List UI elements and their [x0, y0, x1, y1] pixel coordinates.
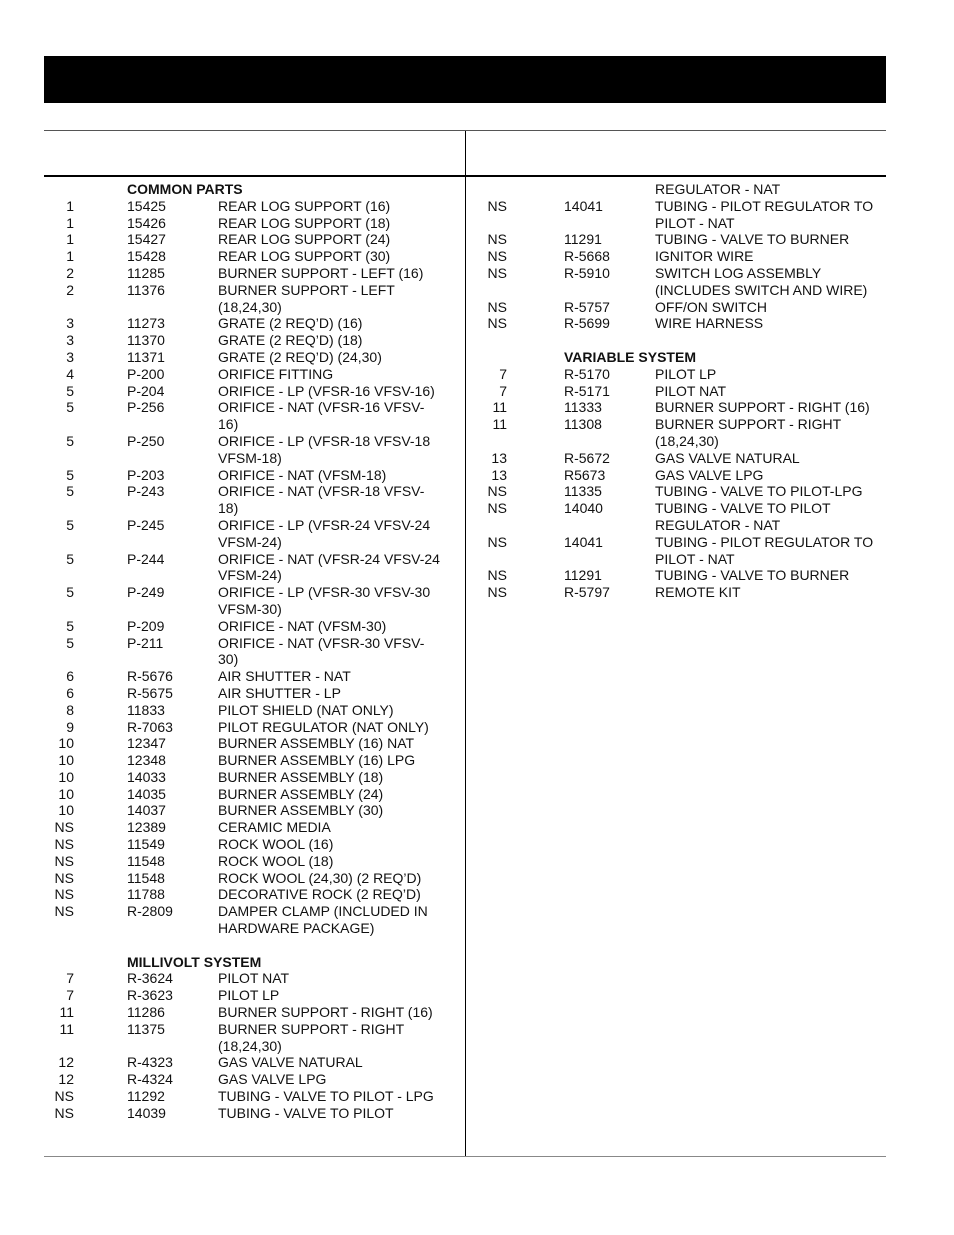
part-description: ORIFICE - NAT (VFSR-24 VFSV-24 VFSM-24)	[218, 550, 440, 584]
parts-row	[481, 383, 886, 400]
parts-row	[44, 215, 464, 232]
parts-row	[481, 534, 886, 568]
ref-number: 5	[66, 399, 74, 416]
ref-number: NS	[54, 1104, 74, 1121]
ref-number: NS	[487, 231, 507, 248]
parts-row	[44, 1054, 464, 1071]
parts-row	[44, 1088, 464, 1105]
part-description: GRATE (2 REQ’D) (24,30)	[218, 348, 382, 365]
part-description: BURNER ASSEMBLY (18)	[218, 768, 384, 785]
ref-number: 5	[66, 432, 74, 449]
parts-row	[44, 1105, 464, 1122]
ref-number: 10	[58, 768, 74, 785]
parts-row	[44, 366, 464, 383]
section-title: VARIABLE SYSTEM	[564, 348, 696, 365]
part-description: BURNER SUPPORT - RIGHT (16)	[218, 1004, 433, 1021]
part-number: R-5676	[127, 668, 173, 685]
parts-row	[44, 819, 464, 836]
ref-number: 3	[66, 315, 74, 332]
ref-number: NS	[487, 264, 507, 281]
parts-row	[44, 551, 464, 585]
parts-row	[44, 618, 464, 635]
ref-number: 7	[499, 365, 507, 382]
part-number: R-4323	[127, 1054, 173, 1071]
part-description: BURNER SUPPORT - RIGHT (16)	[655, 399, 870, 416]
part-number: R-5672	[564, 449, 610, 466]
part-description: OFF/ON SWITCH	[655, 298, 767, 315]
part-number: 11308	[564, 416, 602, 433]
parts-row	[44, 685, 464, 702]
parts-row	[44, 719, 464, 736]
ref-number: NS	[54, 852, 74, 869]
part-number: 14040	[564, 500, 603, 517]
part-description: TUBING - PILOT REGULATOR TO PILOT - NAT	[655, 533, 874, 567]
ref-number: NS	[487, 483, 507, 500]
ref-number: NS	[487, 533, 507, 550]
part-number: 11335	[564, 483, 602, 500]
part-description: ROCK WOOL (24,30) (2 REQ’D)	[218, 869, 422, 886]
part-number: P-204	[127, 382, 165, 399]
part-description: GAS VALVE LPG	[655, 466, 764, 483]
parts-row	[44, 282, 464, 316]
part-number: P-200	[127, 365, 165, 382]
part-number: 14039	[127, 1104, 166, 1121]
parts-row	[481, 584, 886, 601]
part-description: GRATE (2 REQ’D) (16)	[218, 315, 363, 332]
part-description: BURNER ASSEMBLY (16) LPG	[218, 752, 416, 769]
parts-list-left-column	[44, 181, 464, 1122]
ref-number: NS	[54, 886, 74, 903]
parts-row	[44, 886, 464, 903]
ref-number: 3	[66, 332, 74, 349]
ref-number: NS	[487, 248, 507, 265]
part-number: 11285	[127, 264, 165, 281]
part-description: TUBING - VALVE TO PILOT - LPG	[218, 1088, 434, 1105]
part-number: P-249	[127, 584, 165, 601]
part-description: ORIFICE - LP (VFSR-16 VFSV-16)	[218, 382, 435, 399]
part-number: 11549	[127, 836, 165, 853]
part-number: 11548	[127, 869, 165, 886]
part-description: ORIFICE - LP (VFSR-24 VFSV-24 VFSM-24)	[218, 516, 431, 550]
ref-number: 1	[66, 248, 74, 265]
ref-number: 5	[66, 584, 74, 601]
part-number: 11273	[127, 315, 165, 332]
ref-number: NS	[54, 819, 74, 836]
parts-row	[44, 483, 464, 517]
parts-row	[44, 702, 464, 719]
ref-number: 10	[58, 735, 74, 752]
part-number: P-245	[127, 516, 165, 533]
parts-row	[44, 399, 464, 433]
part-number: R-7063	[127, 718, 173, 735]
parts-row	[481, 567, 886, 584]
section-title: MILLIVOLT SYSTEM	[127, 953, 262, 970]
parts-row	[481, 198, 886, 232]
part-number: 11371	[127, 348, 165, 365]
parts-row	[44, 903, 464, 937]
parts-row	[44, 735, 464, 752]
parts-row	[44, 584, 464, 618]
ref-number: 9	[66, 718, 74, 735]
part-number: P-211	[127, 634, 164, 651]
part-number: R-5910	[564, 264, 610, 281]
parts-row	[44, 970, 464, 987]
parts-row	[44, 853, 464, 870]
parts-row	[44, 231, 464, 248]
part-number: 11291	[564, 567, 602, 584]
part-description: ORIFICE - NAT (VFSM-18)	[218, 466, 387, 483]
part-number: 15427	[127, 231, 166, 248]
part-number: 11291	[564, 231, 602, 248]
page-header-bar	[44, 56, 886, 103]
part-description: WIRE HARNESS	[655, 315, 764, 332]
table-bottom-rule	[44, 1156, 886, 1157]
parts-row	[481, 315, 886, 332]
part-number: R5673	[564, 466, 606, 483]
part-number: R-5171	[564, 382, 610, 399]
parts-row	[44, 517, 464, 551]
ref-number: 12	[58, 1071, 74, 1088]
part-number: 11788	[127, 886, 165, 903]
ref-number: 1	[66, 214, 74, 231]
part-description: PILOT LP	[218, 987, 280, 1004]
part-number: 11375	[127, 1020, 165, 1037]
part-description: REAR LOG SUPPORT (18)	[218, 214, 391, 231]
part-description: PILOT SHIELD (NAT ONLY)	[218, 701, 394, 718]
part-number: 14035	[127, 785, 166, 802]
part-description: PILOT REGULATOR (NAT ONLY)	[218, 718, 429, 735]
parts-row	[44, 433, 464, 467]
part-description: AIR SHUTTER - NAT	[218, 668, 351, 685]
parts-row	[44, 349, 464, 366]
part-number: P-244	[127, 550, 165, 567]
part-number: 11370	[127, 332, 165, 349]
parts-list-right-column	[481, 181, 886, 601]
part-description: ORIFICE - NAT (VFSR-30 VFSV- 30)	[218, 634, 425, 668]
parts-row	[44, 198, 464, 215]
parts-row	[44, 1071, 464, 1088]
part-number: R-4324	[127, 1071, 173, 1088]
part-number: 14037	[127, 802, 166, 819]
part-number: 15428	[127, 248, 166, 265]
parts-row	[481, 231, 886, 248]
part-description: TUBING - VALVE TO PILOT REGULATOR - NAT	[655, 500, 831, 533]
ref-number: 12	[58, 1054, 74, 1071]
part-description: REAR LOG SUPPORT (24)	[218, 231, 391, 248]
parts-row	[481, 467, 886, 484]
ref-number: NS	[487, 500, 507, 517]
part-number: R-5668	[564, 248, 610, 265]
ref-number: 5	[66, 617, 74, 634]
part-number: R-5797	[564, 584, 610, 601]
part-number: 15426	[127, 214, 166, 231]
part-number: R-5757	[564, 298, 610, 315]
part-number: 15425	[127, 197, 166, 214]
part-description: GAS VALVE LPG	[218, 1071, 327, 1088]
part-description: BURNER SUPPORT - LEFT (16)	[218, 264, 424, 281]
ref-number: 6	[66, 668, 74, 685]
part-description: DAMPER CLAMP (INCLUDED IN HARDWARE PACKAGE)	[218, 903, 428, 937]
ref-number: 11	[492, 399, 507, 416]
ref-number: 5	[66, 550, 74, 567]
section-spacer	[481, 332, 886, 349]
ref-number: 6	[66, 684, 74, 701]
ref-number: NS	[54, 869, 74, 886]
ref-number: 7	[66, 987, 74, 1004]
ref-number: 7	[66, 970, 74, 987]
part-description: REGULATOR - NAT	[655, 181, 781, 197]
part-description: DECORATIVE ROCK (2 REQ’D)	[218, 886, 421, 903]
part-description: BURNER ASSEMBLY (30)	[218, 802, 384, 819]
part-number: 12348	[127, 752, 166, 769]
parts-row	[44, 786, 464, 803]
ref-number: 11	[492, 416, 507, 433]
parts-row	[44, 668, 464, 685]
parts-row	[481, 399, 886, 416]
part-number: P-203	[127, 466, 165, 483]
ref-number: 5	[66, 483, 74, 500]
section-spacer	[44, 937, 464, 954]
part-description: IGNITOR WIRE	[655, 248, 754, 265]
ref-number: NS	[487, 584, 507, 601]
part-description: BURNER SUPPORT - RIGHT (18,24,30)	[218, 1020, 405, 1054]
part-description: PILOT NAT	[655, 382, 727, 399]
part-description: BURNER SUPPORT - LEFT (18,24,30)	[218, 281, 395, 315]
part-number: 12389	[127, 819, 166, 836]
ref-number: 5	[66, 382, 74, 399]
part-description: ORIFICE - LP (VFSR-18 VFSV-18 VFSM-18)	[218, 432, 431, 466]
part-description: TUBING - VALVE TO PILOT-LPG	[655, 483, 863, 500]
parts-row	[481, 248, 886, 265]
parts-row	[481, 299, 886, 316]
part-description: PILOT NAT	[218, 970, 290, 987]
ref-number: NS	[54, 903, 74, 920]
part-description: REMOTE KIT	[655, 584, 741, 601]
ref-number: 10	[58, 785, 74, 802]
part-description: TUBING - PILOT REGULATOR TO PILOT - NAT	[655, 197, 874, 231]
parts-row	[44, 265, 464, 282]
parts-row	[44, 987, 464, 1004]
ref-number: 1	[66, 231, 74, 248]
part-description: ORIFICE - LP (VFSR-30 VFSV-30 VFSM-30)	[218, 584, 431, 617]
part-number: 11292	[127, 1088, 165, 1105]
part-number: R-3623	[127, 987, 173, 1004]
part-description: BURNER ASSEMBLY (16) NAT	[218, 735, 415, 752]
ref-number: 11	[59, 1020, 74, 1037]
parts-row	[481, 500, 886, 534]
part-description: BURNER SUPPORT - RIGHT (18,24,30)	[655, 416, 842, 449]
part-number: R-5170	[564, 365, 610, 382]
ref-number: 5	[66, 516, 74, 533]
part-number: 14041	[564, 197, 603, 214]
part-number: 11333	[564, 399, 602, 416]
part-number: P-209	[127, 617, 165, 634]
part-description: GAS VALVE NATURAL	[218, 1054, 363, 1071]
parts-row	[481, 483, 886, 500]
parts-row	[44, 248, 464, 265]
part-number: 14033	[127, 768, 166, 785]
part-description: TUBING - VALVE TO BURNER	[655, 231, 850, 248]
part-number: R-2809	[127, 903, 173, 920]
ref-number: 13	[491, 449, 507, 466]
ref-number: 4	[66, 365, 74, 382]
part-description: PILOT LP	[655, 365, 717, 382]
parts-row	[481, 181, 886, 198]
ref-number: 7	[499, 382, 507, 399]
parts-row	[44, 383, 464, 400]
parts-row	[481, 366, 886, 383]
section-title: COMMON PARTS	[127, 181, 243, 197]
parts-row	[44, 332, 464, 349]
parts-row	[44, 836, 464, 853]
ref-number: 10	[58, 802, 74, 819]
parts-row	[44, 802, 464, 819]
part-number: R-5699	[564, 315, 610, 332]
parts-row	[44, 635, 464, 669]
ref-number: 8	[66, 701, 74, 718]
ref-number: 10	[58, 752, 74, 769]
ref-number: 5	[66, 466, 74, 483]
part-number: 11286	[127, 1004, 165, 1021]
ref-number: NS	[487, 315, 507, 332]
ref-number: NS	[54, 836, 74, 853]
parts-row	[481, 450, 886, 467]
part-description: TUBING - VALVE TO PILOT	[218, 1104, 394, 1121]
part-number: 11376	[127, 281, 165, 298]
parts-row	[44, 769, 464, 786]
parts-row	[481, 416, 886, 450]
part-number: 14041	[564, 533, 603, 550]
part-number: 12347	[127, 735, 166, 752]
part-number: R-5675	[127, 684, 173, 701]
parts-row	[44, 1004, 464, 1021]
parts-row	[44, 315, 464, 332]
ref-number: NS	[54, 1088, 74, 1105]
part-description: CERAMIC MEDIA	[218, 819, 331, 836]
parts-row	[481, 265, 886, 299]
ref-number: NS	[487, 567, 507, 584]
part-description: TUBING - VALVE TO BURNER	[655, 567, 850, 584]
part-description: ORIFICE - NAT (VFSM-30)	[218, 617, 387, 634]
parts-row	[44, 1021, 464, 1055]
part-description: ORIFICE FITTING	[218, 365, 334, 382]
part-number: R-3624	[127, 970, 173, 987]
parts-row	[44, 870, 464, 887]
part-description: ORIFICE - NAT (VFSR-18 VFSV- 18)	[218, 483, 425, 517]
ref-number: 11	[59, 1004, 74, 1021]
ref-number: 5	[66, 634, 74, 651]
part-number: P-243	[127, 483, 165, 500]
part-description: ROCK WOOL (18)	[218, 852, 334, 869]
parts-row	[44, 467, 464, 484]
ref-number: NS	[487, 197, 507, 214]
part-description: REAR LOG SUPPORT (16)	[218, 197, 391, 214]
part-description: ROCK WOOL (16)	[218, 836, 334, 853]
ref-number: NS	[487, 298, 507, 315]
ref-number: 2	[66, 264, 74, 281]
ref-number: 3	[66, 348, 74, 365]
part-description: ORIFICE - NAT (VFSR-16 VFSV- 16)	[218, 399, 425, 433]
part-number: P-250	[127, 432, 165, 449]
part-description: REAR LOG SUPPORT (30)	[218, 248, 391, 265]
part-number: 11833	[127, 701, 165, 718]
column-divider	[465, 131, 466, 1156]
parts-row	[44, 752, 464, 769]
part-number: P-256	[127, 399, 165, 416]
part-description: GAS VALVE NATURAL	[655, 449, 800, 466]
ref-number: 13	[491, 466, 507, 483]
ref-number: 1	[66, 197, 74, 214]
part-description: AIR SHUTTER - LP	[218, 684, 341, 701]
part-description: GRATE (2 REQ’D) (18)	[218, 332, 363, 349]
ref-number: 2	[66, 281, 74, 298]
part-description: BURNER ASSEMBLY (24)	[218, 785, 384, 802]
part-number: 11548	[127, 852, 165, 869]
part-description: SWITCH LOG ASSEMBLY (INCLUDES SWITCH AND WIRE)	[655, 264, 868, 298]
